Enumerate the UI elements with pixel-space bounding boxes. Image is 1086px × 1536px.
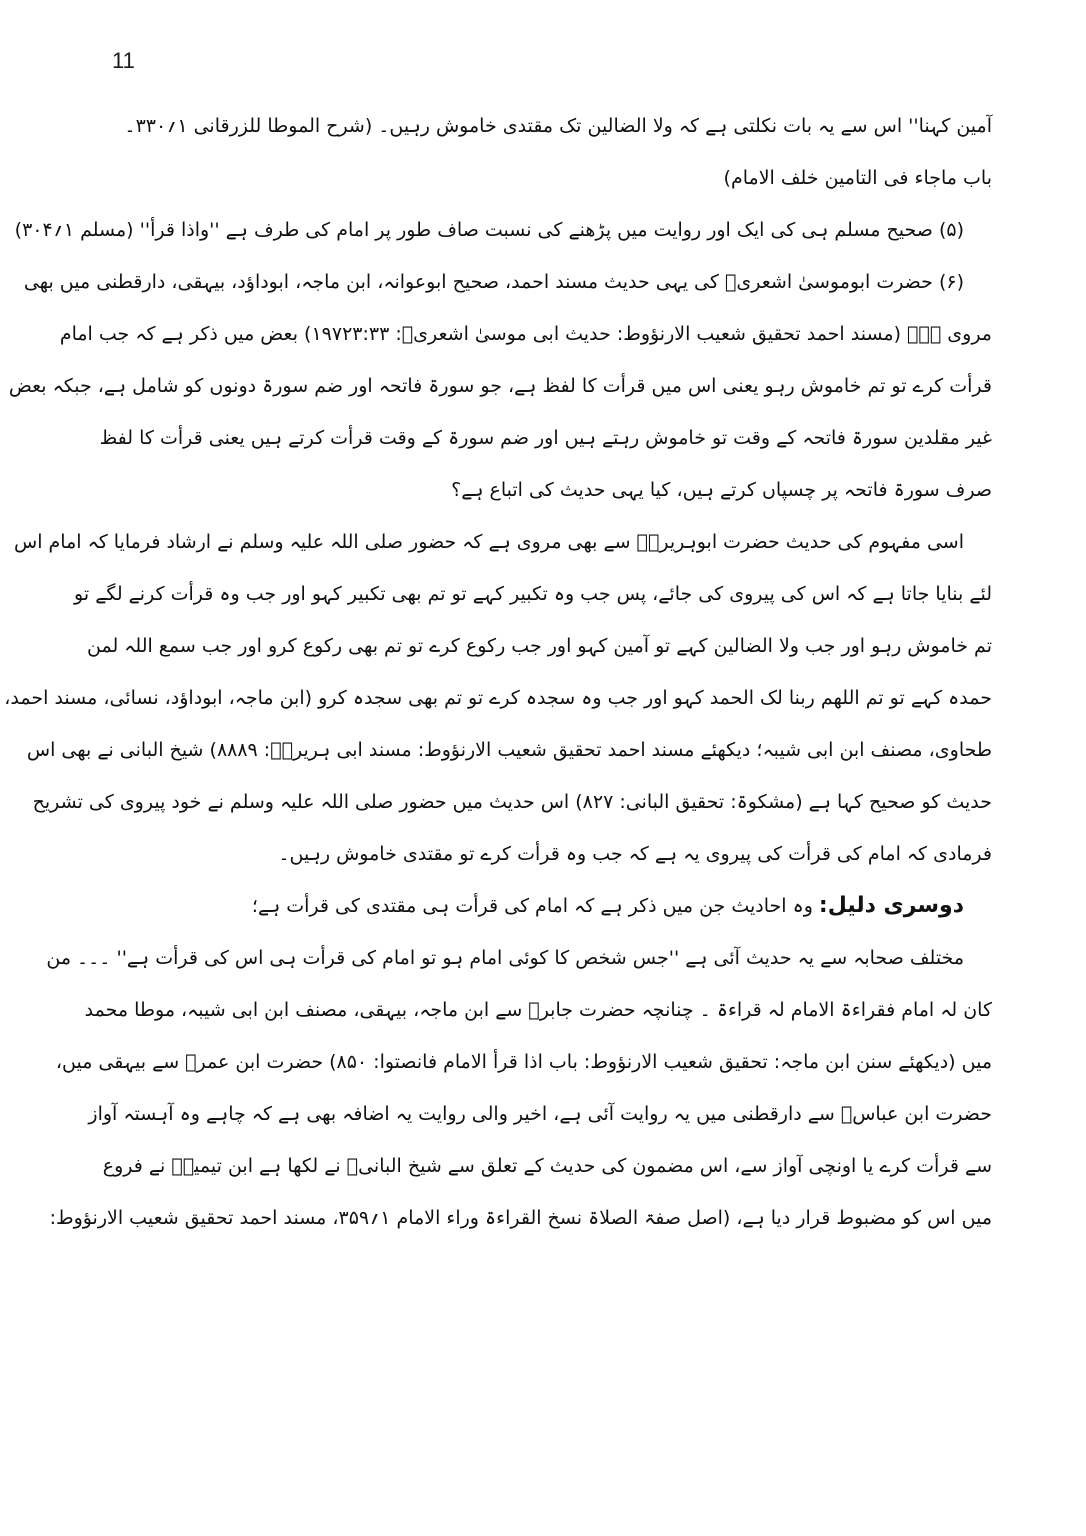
- text-line: باب ماجاء فی التامین خلف الامام): [723, 167, 992, 189]
- text-line: غیر مقلدین سورۃ فاتحہ کے وقت تو خاموش رہتے ہیں اور ضم سورۃ کے وقت قرأت کرتے ہیں یعنی قرأت کا لفظ: [99, 427, 992, 449]
- section-heading-text: وہ احادیث جن میں ذکر ہے کہ امام کی قرأت ہی مقتدی کی قرأت ہے؛: [251, 895, 819, 917]
- text-line: صرف سورۃ فاتحہ پر چسپاں کرتے ہیں، کیا یہی حدیث کی اتباع ہے؟: [451, 479, 992, 501]
- text-line: تم خاموش رہو اور جب ولا الضالین کہے تو آمین کہو اور جب رکوع کرے تو تم بھی رکوع کرو اور جب سمع اللہ لمن: [87, 635, 992, 657]
- text-line: حمدہ کہے تو تم اللھم ربنا لک الحمد کہو اور جب وہ سجدہ کرے تو تم بھی سجدہ کرو (ابن ماجہ، ابوداؤد، نسائی، مسند احمد،: [4, 687, 992, 709]
- text-line: میں اس کو مضبوط قرار دیا ہے، (اصل صفۃ الصلاۃ نسخ القراءۃ وراء الامام ۱؍۳۵۹، مسند احمد تحقیق شعیب الارنؤوط:: [49, 1207, 992, 1229]
- text-line: قرأت کرے تو تم خاموش رہو یعنی اس میں قرأت کا لفظ ہے، جو سورۃ فاتحہ اور ضم سورۃ دونوں کو شامل ہے، جبکہ بعض: [8, 375, 992, 397]
- text-line: حضرت ابن عباسؓ سے دارقطنی میں یہ روایت آئی ہے، اخیر والی روایت یہ اضافہ بھی ہے کہ چاہے وہ آہستہ آواز: [88, 1103, 992, 1125]
- page-number: 11: [112, 48, 135, 73]
- text-line: طحاوی، مصنف ابن ابی شیبہ؛ دیکھئے مسند احمد تحقیق شعیب الارنؤوط: مسند ابی ہریرہؓ: ۸۸۸۹) شیخ البانی نے بھی اس: [26, 739, 992, 761]
- text-line: (۶) حضرت ابوموسیٰ اشعریؓ کی یہی حدیث مسند احمد، صحیح ابوعوانہ، ابن ماجہ، ابوداؤد، بیہقی، دارقطنی میں بھی: [23, 271, 964, 293]
- text-line: سے قرأت کرے یا اونچی آواز سے، اس مضمون کی حدیث کے تعلق سے شیخ البانیؒ نے لکھا ہے ابن تیمیہؒ نے فروع: [102, 1155, 992, 1177]
- text-line: فرمادی کہ امام کی قرأت کی پیروی یہ ہے کہ جب وہ قرأت کرے تو مقتدی خاموش رہیں۔: [278, 843, 992, 865]
- text-line: مروی ہے۔ (مسند احمد تحقیق شعیب الارنؤوط: حدیث ابی موسیٰ اشعریؓ: ۱۹۷۲۳:۳۳) بعض میں ذکر ہے کہ جب امام: [59, 323, 992, 345]
- text-line: اسی مفہوم کی حدیث حضرت ابوہریرہؓ سے بھی مروی ہے کہ حضور صلی اللہ علیہ وسلم نے ارشاد فرمایا کہ امام اس: [14, 531, 964, 553]
- section-heading-line: [96, 880, 992, 932]
- text-line: کان لہ امام فقراءۃ الامام لہ قراءۃ ۔ چنانچہ حضرت جابرؓ سے ابن ماجہ، بیہقی، مصنف ابن ابی شیبہ، موطا محمد: [84, 999, 992, 1021]
- section-heading: دوسری دلیل:: [818, 893, 964, 918]
- text-line: آمین کہنا'' اس سے یہ بات نکلتی ہے کہ ولا الضالین تک مقتدی خاموش رہیں۔ (شرح الموطا للزرقانی ۱؍۳۳۰۔: [124, 115, 992, 137]
- text-line: (۵) صحیح مسلم ہی کی ایک اور روایت میں پڑھنے کی نسبت صاف طور پر امام کی طرف ہے ''واذا قرأ'' (مسلم ۱؍۳۰۴): [14, 219, 964, 241]
- text-line: حدیث کو صحیح کہا ہے (مشکوۃ: تحقیق البانی: ۸۲۷) اس حدیث میں حضور صلی اللہ علیہ وسلم نے خود پیروی کی تشریح: [32, 791, 992, 813]
- body-text: [4, 100, 992, 1244]
- text-line: لئے بنایا جاتا ہے کہ اس کی پیروی کی جائے، پس جب وہ تکبیر کہے تو تم بھی تکبیر کہو اور جب وہ قرأت کرنے لگے تو: [74, 583, 992, 605]
- text-line: مختلف صحابہ سے یہ حدیث آئی ہے ''جس شخص کا کوئی امام ہو تو امام کی قرأت ہی اس کی قرأت ہے'' ۔۔۔ من: [46, 947, 964, 969]
- text-line: میں (دیکھئے سنن ابن ماجہ: تحقیق شعیب الارنؤوط: باب اذا قرأ الامام فانصتوا: ۸۵۰) حضرت ابن عمرؓ سے بیہقی میں،: [55, 1051, 992, 1073]
